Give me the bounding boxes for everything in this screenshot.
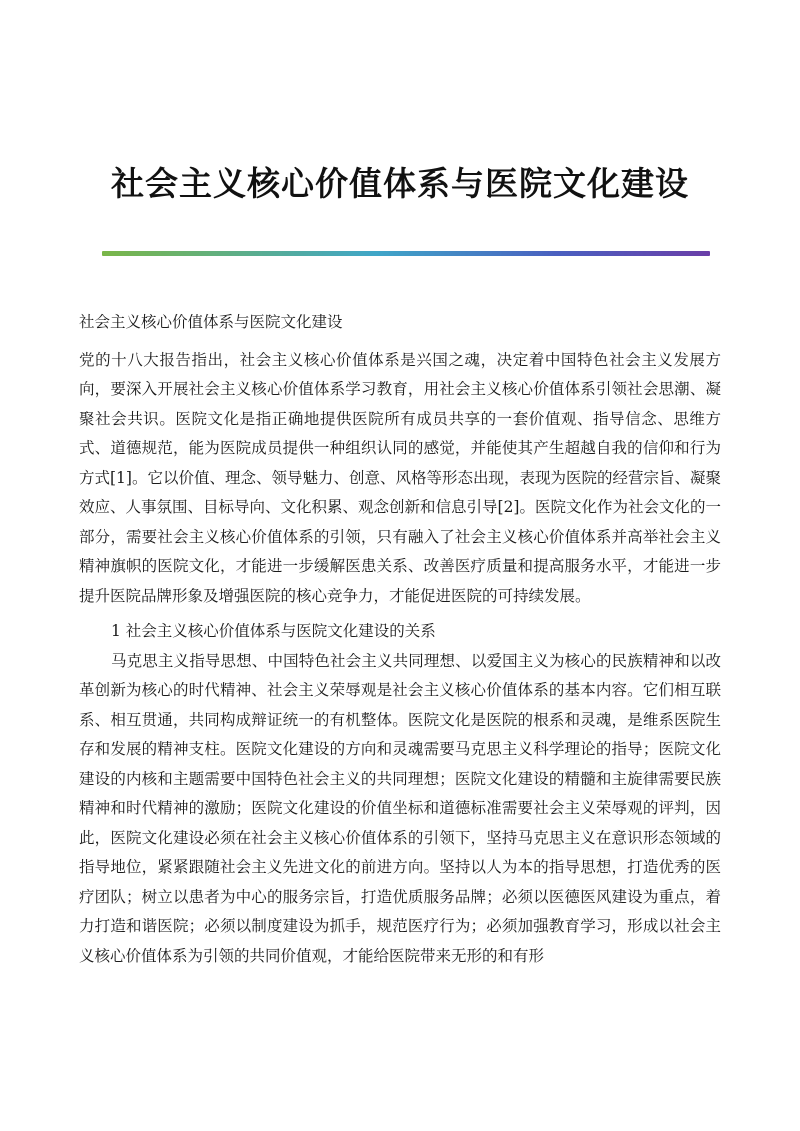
intro-paragraph: 党的十八大报告指出，社会主义核心价值体系是兴国之魂，决定着中国特色社会主义发展方向，要深入开展社会主义核心价值体系学习教育，用社会主义核心价值体系引领社会思潮、凝聚社会共识。医院文化是指正确地提供医院所有成员共享的一套价值观、指导信念、思维方式、道德规范，能为医院成员提供一种组织认同的感觉，并能使其产生超越自我的信仰和行为方式[1]。它以价值、理念、领导魅力、创意、风格等形态出现，表现为医院的经营宗旨、凝聚效应、人事氛围、目标导向、文化积累、观念创新和信息引导[2]。医院文化作为社会文化的一部分，需要社会主义核心价值体系的引领，只有融入了社会主义核心价值体系并高举社会主义精神旗帜的医院文化，才能进一步缓解医患关系、改善医疗质量和提高服务水平，才能进一步提升医院品牌形象及增强医院的核心竞争力，才能促进医院的可持续发展。 — [79, 350, 721, 605]
document-subtitle: 社会主义核心价值体系与医院文化建设 — [79, 313, 343, 331]
document-title: 社会主义核心价值体系与医院文化建设 — [111, 164, 689, 203]
document-body — [79, 308, 721, 971]
section-paragraph: 马克思主义指导思想、中国特色社会主义共同理想、以爱国主义为核心的民族精神和以改革创新为核心的时代精神、社会主义荣辱观是社会主义核心价值体系的基本内容。它们相互联系、相互贯通，共同构成辩证统一的有机整体。医院文化是医院的根系和灵魂，是维系医院生存和发展的精神支柱。医院文化建设的方向和灵魂需要马克思主义科学理论的指导；医院文化建设的内核和主题需要中国特色社会主义的共同理想；医院文化建设的精髓和主旋律需要民族精神和时代精神的激励；医院文化建设的价值坐标和道德标准需要社会主义荣辱观的评判，因此，医院文化建设必须在社会主义核心价值体系的引领下，坚持马克思主义在意识形态领域的指导地位，紧紧跟随社会主义先进文化的前进方向。坚持以人为本的指导思想，打造优秀的医疗团队；树立以患者为中心的服务宗旨，打造优质服务品牌；必须以医德医风建设为重点，着力打造和谐医院；必须以制度建设为抓手，规范医疗行为；必须加强教育学习，形成以社会主义核心价值体系为引领的共同价值观，才能给医院带来无形的和有形 — [79, 651, 721, 965]
section-heading: 1 社会主义核心价值体系与医院文化建设的关系 — [111, 622, 436, 640]
title-divider — [102, 251, 710, 256]
